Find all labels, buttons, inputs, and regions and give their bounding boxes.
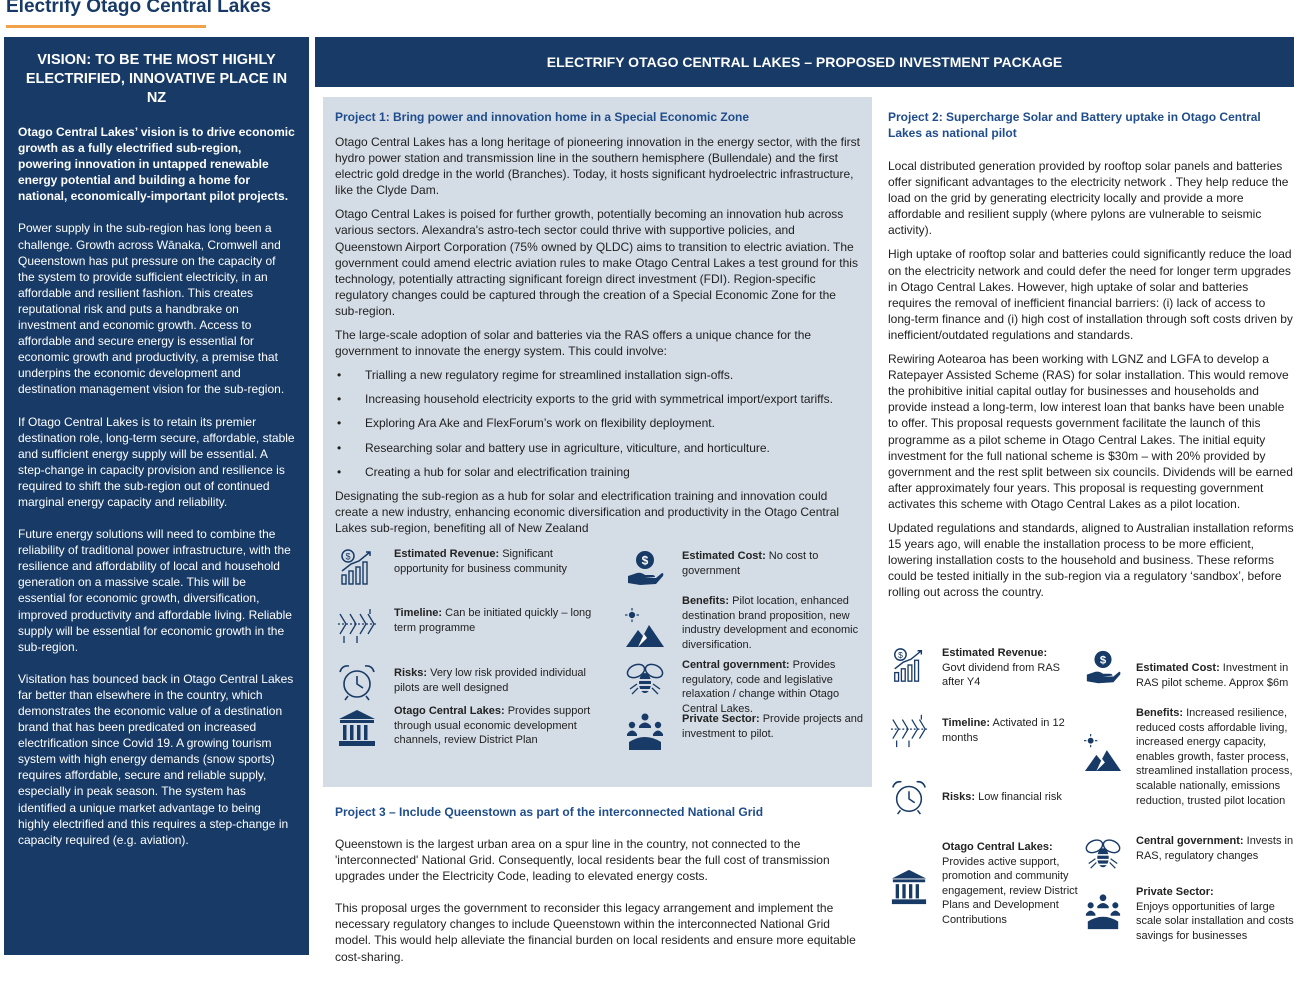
p1-revenue-item xyxy=(337,547,597,587)
mountain-sun-icon xyxy=(1084,734,1122,772)
p1-private-item xyxy=(625,712,865,752)
mountain-sun-icon xyxy=(625,608,665,648)
p2-cost-item xyxy=(1084,649,1294,690)
vision-panel xyxy=(4,37,309,955)
svg-text:$: $ xyxy=(898,649,903,660)
p1-risks-item xyxy=(337,662,597,702)
title-underline xyxy=(6,25,206,28)
project2-summary-grid xyxy=(888,644,1294,955)
vision-lead-paragraph: Otago Central Lakes’ vision is to drive economic growth as a fully electrified sub-region, powering innovation in untapped renewable energy potential and building a home for national, economically-important pilot projects. xyxy=(18,125,295,204)
project3-paragraph: Queenstown is the largest urban area on a spur line in the country, not connected to the 'interconnected' National Grid. Consequently, local residents bear the full cost of transmission upgrades under the Electricity Code, leading to elevated energy costs. xyxy=(335,837,830,884)
money-hand-icon xyxy=(625,549,665,589)
bee-icon xyxy=(625,658,665,698)
list-item: • Creating a hub for solar and electrification training xyxy=(335,464,860,480)
p1-cost-item xyxy=(625,549,865,589)
p2-private-item xyxy=(1084,885,1294,943)
p2-timeline-text: Timeline: Activated in 12 months xyxy=(942,717,1065,744)
p2-revenue-text: Estimated Revenue: Govt dividend from RAS after Y4 xyxy=(942,647,1060,689)
team-icon xyxy=(625,712,665,752)
p2-govt-item xyxy=(1084,834,1294,872)
p2-govt-text: Central government: Invests in RAS, regulatory changes xyxy=(1136,835,1294,862)
bee-icon xyxy=(1084,834,1122,872)
p1-revenue-text: Estimated Revenue: Significant opportunity for business community xyxy=(394,547,568,575)
p1-ocl-item xyxy=(337,704,597,748)
government-building-icon xyxy=(890,868,928,906)
project2-paragraph: High uptake of rooftop solar and batteries could significantly reduce the load on the electricity network and could defer the need for longer term upgrades in Otago Central Lakes. However, high uptake of solar and batteries requires the removal of inefficient financial barriers: (i) lack of access to long-term finance and (i) high cost of installation through soft costs driven by inefficient/outdated regulations and standards. xyxy=(888,247,1293,342)
vision-paragraph: Visitation has bounced back in Otago Central Lakes far better than elsewhere in the country, which demonstrates the economic value of a destination brand that has been predicated on increased electrification since Covid 19. A growing tourism system with high energy demands (snow sports) requires affordable, secure and reliable supply, especially in peak season. The system has identified a unique market advantage to being highly electrified and this requires a step-change in capacity required (e.g. aviation). xyxy=(18,671,294,847)
vision-paragraph: Future energy solutions will need to combine the reliability of traditional power infrastructure, with the resilience and affordability of local and household generation on a massive scale. This will be essential for economic growth, diversification, improved productivity and affordable living. Reliable supply will be essential for economic growth in the sub-region. xyxy=(18,527,292,654)
page-title: Electrify Otago Central Lakes xyxy=(6,0,272,17)
list-item: • Trialling a new regulatory regime for streamlined installation sign-offs. xyxy=(335,367,860,383)
p2-risks-text: Risks: Low financial risk xyxy=(942,791,1062,803)
p2-ocl-text: Otago Central Lakes: Provides active support, promotion and community engagement, review District Plans and Development Contributions xyxy=(942,841,1078,926)
p1-risks-text: Risks: Very low risk provided individual pilots are well designed xyxy=(394,666,586,694)
p2-benefits-item xyxy=(1084,706,1294,808)
project1-bullet-list xyxy=(335,367,860,479)
list-item: • Researching solar and battery use in agriculture, viticulture, and horticulture. xyxy=(335,440,860,456)
svg-text:$: $ xyxy=(1099,654,1107,667)
revenue-chart-icon xyxy=(890,646,928,684)
project3-section xyxy=(335,804,865,981)
project1-paragraph: Otago Central Lakes has a long heritage of pioneering innovation in the energy sector, with the first hydro power station and transmission line in the southern hemisphere (Bullendale) and the first electric gold dredge in the world (Branches). Today, it hosts significant hydroelectric infrastructure, like the Clyde Dam. xyxy=(335,135,860,198)
p2-benefits-text: Benefits: Increased resilience, reduced costs affordable living, increased energy capacity, enables growth, faster process, streamlined installation process, scalable nationally, emissions reduction, trusted pilot location xyxy=(1136,707,1293,807)
project3-paragraph: This proposal urges the government to reconsider this legacy arrangement and implement the necessary regulatory changes to include Queenstown within the interconnected National Grid model. This would help alleviate the financial burden on local residents and ensure more equitable cost-sharing. xyxy=(335,901,856,964)
project1-paragraph: Designating the sub-region as a hub for solar and electrification training and innovation could create a new industry, enhancing economic diversification and productivity in the Otago Central Lakes sub-region, benefiting all of New Zealand xyxy=(335,488,840,535)
government-building-icon xyxy=(337,708,377,748)
svg-text:$: $ xyxy=(345,551,351,562)
timeline-icon xyxy=(337,606,377,646)
alarm-clock-icon xyxy=(890,778,928,816)
timeline-icon xyxy=(890,712,928,750)
project1-paragraph: Otago Central Lakes is poised for further growth, potentially becoming an innovation hub across various sectors. Alexandra's astro-tech sector could thrive with supportive policies, and Queenstown Airport Corporation (75% owned by QLDC) aims to transition to electric aviation. The government could amend electric aviation rules to make Otago Central Lakes a test ground for this technology, potentially attracting significant foreign direct investment (FDI). Region-specific regulatory changes could be captured through the creation of a Special Economic Zone for the sub-region. xyxy=(335,207,858,318)
p1-timeline-item xyxy=(337,606,597,646)
p1-govt-item xyxy=(625,658,865,716)
project1-paragraph: The large-scale adoption of solar and batteries via the RAS offers a unique chance for the government to innovate the energy system. This could involve: xyxy=(335,328,812,359)
project1-box xyxy=(323,97,872,787)
project1-summary-grid xyxy=(335,544,863,774)
svg-text:$: $ xyxy=(641,553,649,568)
package-heading: ELECTRIFY OTAGO CENTRAL LAKES – PROPOSED INVESTMENT PACKAGE xyxy=(315,37,1294,87)
vision-paragraph: Power supply in the sub-region has long been a challenge. Growth across Wānaka, Cromwell and Queenstown has put pressure on the capacity of the system to provide sufficient electricity, in an affordable and resilient fashion. This creates reputational risk and puts a handbrake on investment and economic growth. Access to affordable and secure energy is essential for economic growth and productivity, a premise that underpins the economic development and destination management vision for the sub-region. xyxy=(18,221,285,397)
vision-heading: VISION: TO BE THE MOST HIGHLY ELECTRIFIED, INNOVATIVE PLACE IN NZ xyxy=(25,52,288,106)
list-item: • Exploring Ara Ake and FlexForum’s work on flexibility deployment. xyxy=(335,415,860,431)
p2-timeline-item xyxy=(890,712,1080,750)
project2-paragraph: Updated regulations and standards, aligned to Australian installation reforms 15 years ago, will enable the installation process to be more efficient, lowering installation costs to the household and business. These reforms could be tested initially in the sub-region via a regulatory ‘sandbox’, before rolling out across the country. xyxy=(888,520,1294,600)
team-icon xyxy=(1084,893,1122,931)
p2-revenue-item xyxy=(890,646,1080,690)
list-item: • Increasing household electricity exports to the grid with symmetrical import/export tariffs. xyxy=(335,391,860,407)
vision-paragraph: If Otago Central Lakes is to retain its premier destination role, long-term secure, affordable, stable and sufficient energy supply will be essential. A step-change in capacity provision and resilience is required to shift the sub-region out of continued marginal energy capacity and reliability. xyxy=(18,414,295,509)
p1-cost-text: Estimated Cost: No cost to government xyxy=(682,549,819,577)
alarm-clock-icon xyxy=(337,662,377,702)
p1-ocl-text: Otago Central Lakes: Provides support through usual economic development channels, review District Plan xyxy=(394,704,591,747)
project2-section xyxy=(888,109,1294,608)
p1-timeline-text: Timeline: Can be initiated quickly – long term programme xyxy=(394,606,592,634)
p1-benefits-text: Benefits: Pilot location, enhanced destination brand proposition, new industry development and economic diversification. xyxy=(682,594,859,651)
project2-title: Project 2: Supercharge Solar and Battery uptake in Otago Central Lakes as national pilot xyxy=(888,110,1261,140)
p2-cost-text: Estimated Cost: Investment in RAS pilot scheme. Approx $6m xyxy=(1136,662,1289,689)
project3-title: Project 3 – Include Queenstown as part of the interconnected National Grid xyxy=(335,805,764,819)
p2-risks-item xyxy=(890,778,1080,816)
p1-govt-text: Central government: Provides regulatory, code and legislative relaxation / change within Otago Central Lakes. xyxy=(682,658,840,715)
project2-paragraph: Rewiring Aotearoa has been working with LGNZ and LGFA to develop a Ratepayer Assisted Scheme (RAS) for solar installation. This would remove the prohibitive initial capital outlay for businesses and households and provide instead a long-term, low interest loan that banks have been unable to offer. This proposal requests government facilitate the launch of this programme as a pilot scheme in Otago Central Lakes. The initial equity investment for the full national scheme is $30m – with 20% provided by government and the rest split between six councils. Dividends will be earned after approximately four years. This proposal is requesting government activates this scheme with Otago Central Lakes as a pilot location. xyxy=(888,352,1293,511)
project2-paragraph: Local distributed generation provided by rooftop solar panels and batteries offer significant advantages to the electricity network . They help reduce the load on the grid by generating electricity locally and provide a more affordable and resilient supply (where pylons are vulnerable to seismic activity). xyxy=(888,159,1289,238)
p2-private-text: Private Sector: Enjoys opportunities of large scale solar installation and costs savings for businesses xyxy=(1136,886,1294,942)
p1-benefits-item xyxy=(625,594,865,652)
project1-title: Project 1: Bring power and innovation home in a Special Economic Zone xyxy=(335,110,750,124)
p2-ocl-item xyxy=(890,840,1080,928)
money-hand-icon xyxy=(1084,649,1122,687)
p1-private-text: Private Sector: Provide projects and investment to pilot. xyxy=(682,712,863,740)
revenue-chart-icon xyxy=(337,547,377,587)
